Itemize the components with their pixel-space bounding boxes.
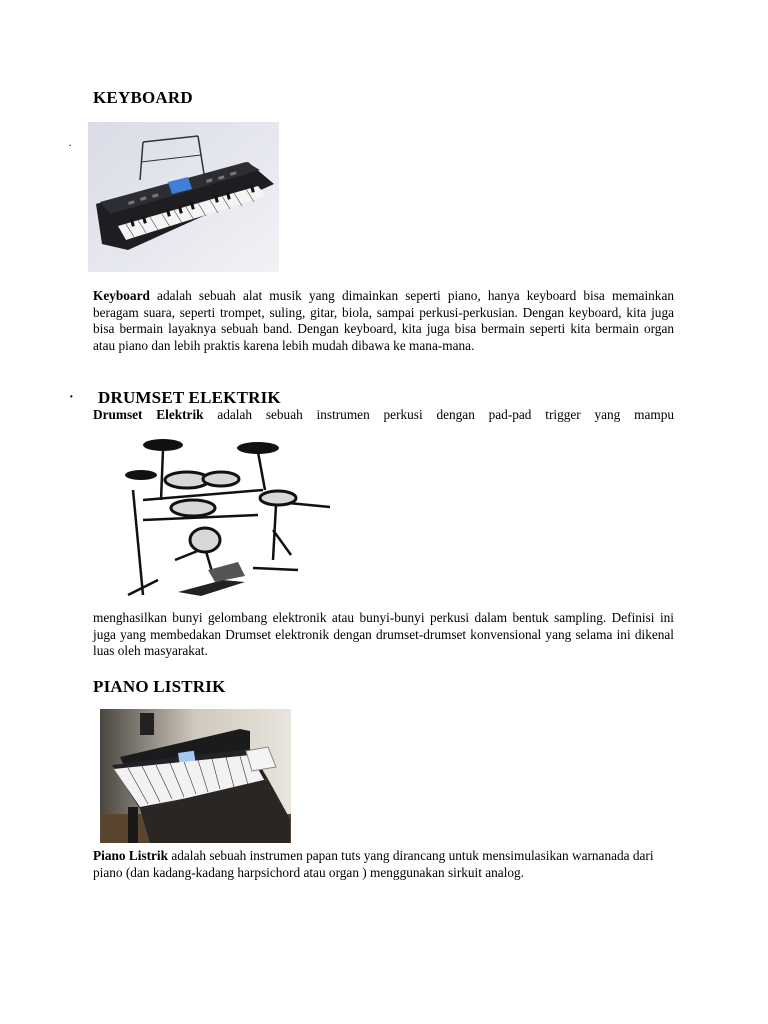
- piano-paragraph: [93, 848, 674, 881]
- drumset-image: [113, 430, 331, 602]
- drumset-text-start: adalah sebuah instrumen perkusi dengan pad-pad trigger yang mampu: [203, 407, 674, 422]
- piano-image: [100, 709, 291, 843]
- bullet-dot: ·: [68, 138, 72, 152]
- heading-drumset: DRUMSET ELEKTRIK: [98, 388, 281, 407]
- piano-term: Piano Listrik: [93, 848, 168, 863]
- heading-piano: PIANO LISTRIK: [93, 677, 226, 696]
- heading-keyboard: KEYBOARD: [93, 88, 193, 107]
- keyboard-text: adalah sebuah alat musik yang dimainkan seperti piano, hanya keyboard bisa memainkan beragam suara, seperti trompet, suling, gitar, biola, sampai perkusi-perkusian. Dengan keyboard, kita juga bisa bermain layaknya sebuah band. Dengan keyboard, kita juga bisa bermain seperti kita bermain organ atau piano dan lebih praktis karena lebih mudah dibawa ke mana-mana.: [93, 288, 674, 353]
- drumset-paragraph-start: [93, 407, 674, 424]
- keyboard-image: [88, 122, 279, 272]
- drumset-term: Drumset Elektrik: [93, 407, 204, 422]
- keyboard-term: Keyboard: [93, 288, 150, 303]
- keyboard-paragraph: [93, 288, 674, 354]
- piano-text: adalah sebuah instrumen papan tuts yang dirancang untuk mensimulasikan warnanada dari piano (dan kadang-kadang harpsichord atau organ ) menggunakan sirkuit analog.: [93, 848, 654, 880]
- drumset-paragraph-end: menghasilkan bunyi gelombang elektronik atau bunyi-bunyi perkusi dalam bentuk sampling. Definisi ini juga yang membedakan Drumset elektronik dengan drumset-drumset konvensional yang selama ini dikenal luas oleh masyarakat.: [93, 610, 674, 658]
- bullet-dot: ·: [69, 390, 74, 405]
